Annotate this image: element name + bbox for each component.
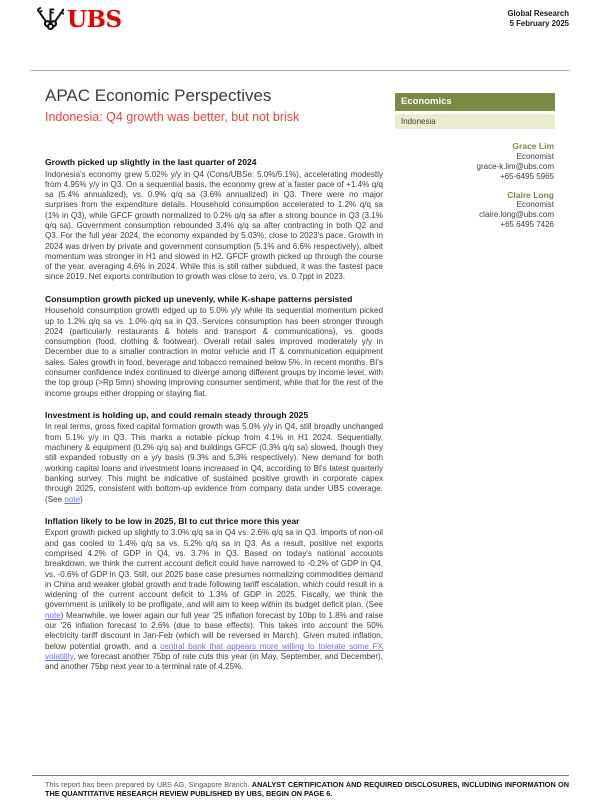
section-consumption [45, 294, 383, 399]
text-run: Indonesia's economy grew 5.02% y/y in Q4 (Cons/UBSe: 5.0%/5.1%), accelerating modestly from 4.95% y/y in Q3. On a sequential basis, the economy grew at a faster pace of +1.4% q/q sa (5.4% annualized), vs. 0.9% q/q sa (3.6% annualized) in Q3. There were no major surprises from the expenditure details. Household consumption accelerated to 1.2% q/q sa (1% in Q3), while GFCF growth normalized to 0.2% q/q sa after a strong bounce in Q3 (3.1% q/q sa). Government consumption rebounded 3.4% q/q sa after contracting in both Q2 and Q3. For the full year 2024, the economy expanded by 5.03%, close to 2023's pace. Growth in 2024 was driven by private and government consumption (5.1% and 6.6% respectively), albeit momentum was stronger in H1 and slowed in H2. GFCF growth picked up through the course of the year, averaging 4.6% in 2024. While this is still rather subdued, it was the fastest pace since 2019. Net exports contribution to growth was close to zero, vs. 0.7ppt in 2023. [45, 169, 383, 282]
text-run: This report has been prepared by UBS AG, Singapore Branch. [45, 780, 252, 789]
section-paragraph [45, 528, 383, 672]
text-run: Household consumption growth edged up to 5.0% y/y while its sequential momentum picked up to 1.2% q/q sa vs. 1.0% q/q sa in Q3. Services consumption has been stronger through 2024 (particularly restaurants & hotels and transport & communications), vs. goods consumption (food, clothing & footwear). Overall retail sales improved moderately y/y in December due to a smaller contraction in motor vehicle and IT & communication equipment sales. Sales growth in food, beverage and tobacco remained below 5%. In recent months, BI's consumer confidence index continued to diverge among different groups by income level, with the top group (>Rp 5mn) showing improving consumer sentiment, while that for the rest of the income groups either dropping or staying flat. [45, 306, 383, 398]
text-run: , we forecast another 75bp of rate cuts this year (in May, September, and December), and another 75bp next year to a terminal rate of 4.25%. [45, 651, 383, 672]
analyst-name: Claire Long [507, 189, 554, 200]
inline-link[interactable]: note [64, 494, 81, 504]
ubs-logo [37, 5, 122, 33]
sidebar [395, 93, 555, 238]
analyst-email: claire.long@ubs.com [479, 210, 554, 220]
analyst-name: Grace Lim [512, 141, 554, 151]
sector-tag: Economics [395, 93, 555, 111]
analyst-email: grace-k.lim@ubs.com [476, 161, 554, 171]
page-subtitle: Indonesia: Q4 growth was better, but not brisk [45, 110, 300, 124]
header-meta [507, 9, 569, 30]
section-growth [45, 157, 383, 283]
footer-disclosure [45, 780, 569, 799]
inline-link[interactable]: note [45, 610, 61, 620]
section-heading: Growth picked up slightly in the last quarter of 2024 [45, 157, 257, 167]
article-body [45, 157, 383, 683]
text-run: Export growth picked up slightly to 3.0% q/q sa in Q4 vs. 2.6% q/q sa in Q3. Imports of non-oil and gas cooled to 1.4% q/q sa vs. 5.2% q/q sa in Q3. As a result, positive net exports comprised 4.2% of GDP in Q4, vs. 3.7% in Q3. Based on today's national accounts breakdown, we think the current account deficit could have narrowed to -0.2% of GDP in Q4, vs. -0.6% of GDP in Q3. Still, our 2025 base case presumes normalizing commodities demand in China and weaker global growth and trade following tariff escalation, which could result in a widening of the current account deficit to 1.3% of GDP in 2025. Fiscally, we think the government is unlikely to be profligate, and will aim to keep within its budget deficit plan. (See [45, 528, 383, 610]
page-title: APAC Economic Perspectives [45, 86, 272, 105]
footer-bold-text: ANALYST CERTIFICATION AND REQUIRED DISCLOSURES, INCLUDING INFORMATION ON THE QUANTITATIVE RESEARCH REVIEW PUBLISHED BY UBS, BEGIN ON PAGE 6. [45, 780, 570, 799]
analyst-card [395, 190, 554, 231]
inline-link[interactable]: central bank that appears more willing to tolerate some FX volatility [45, 641, 383, 661]
region-tag: Indonesia [395, 114, 555, 129]
section-inflation [45, 516, 383, 673]
text-run: In real terms, gross fixed capital formation growth was 5.0% y/y in Q4, still broadly unchanged from 5.1% y/y in Q3. This marks a notable pickup from 4.1% in H1 2024. Sequentially, machinery & equipment (0.2% q/q sa) and buildings GFCF (0.3% q/q sa) slowed, though they still expanded robustly on a y/y basis (9.3% and 5.3% respectively). New demand for both working capital loans and investment loans increased in Q4, according to BI's latest quarterly banking survey. This might be indicative of sustained positive growth in corporate capex through 2025, consistent with bottom-up evidence from company data under UBS coverage. (See [45, 422, 383, 504]
section-heading: Investment is holding up, and could remain steady through 2025 [45, 409, 309, 420]
analyst-phone: +65 6495 7426 [500, 220, 554, 230]
section-paragraph [45, 170, 383, 283]
analyst-phone: +65-6495 5965 [499, 171, 554, 181]
publication-name: Global Research [507, 9, 569, 18]
analyst-list [395, 141, 555, 230]
section-paragraph [45, 306, 383, 399]
text-run: ) [80, 494, 83, 504]
footer-divider [32, 775, 569, 776]
analyst-role: Economist [516, 151, 554, 161]
report-date: 5 February 2025 [509, 19, 569, 29]
section-heading: Consumption growth picked up unevenly, while K-shape patterns persisted [45, 293, 353, 304]
section-heading: Inflation likely to be low in 2025, BI to cut thrice more this year [45, 515, 300, 526]
text-run: ) Meanwhile, we lower again our full year '25 inflation forecast by 10bp to 1.8% and raise our '26 inflation forecast to 2.6% (due to base effects). This takes into account the 50% electricity tariff discount in Jan-Feb (which will be reversed in March). Given muted inflation, below potential growth, and a [45, 610, 383, 651]
section-paragraph [45, 422, 383, 504]
analyst-card [395, 141, 554, 182]
ubs-keys-icon [37, 5, 64, 33]
section-investment [45, 410, 383, 505]
header-divider [30, 70, 570, 71]
analyst-role: Economist [516, 200, 554, 210]
ubs-wordmark: UBS [67, 5, 122, 33]
